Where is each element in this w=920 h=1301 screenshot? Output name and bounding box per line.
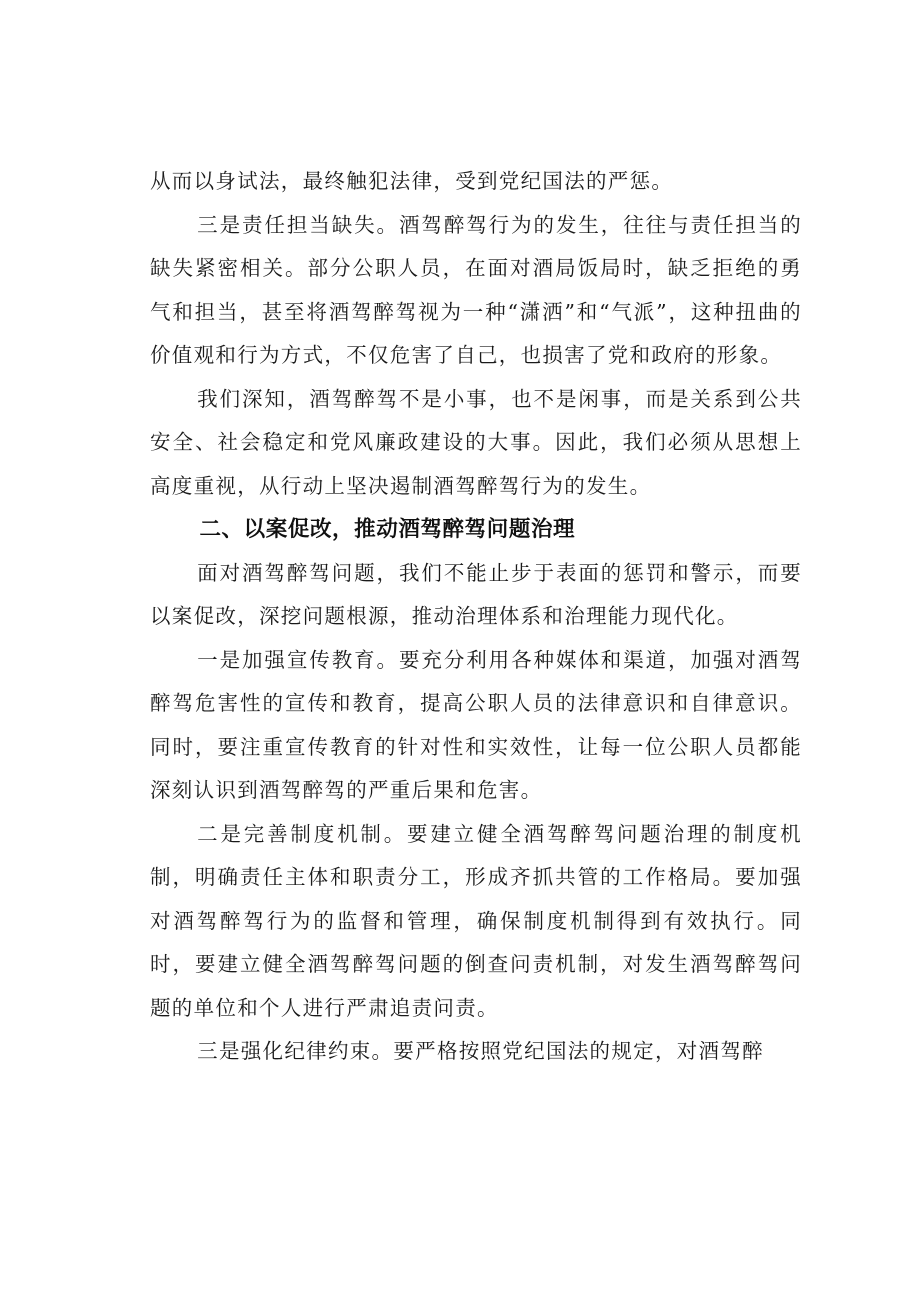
- document-body: [150, 160, 802, 1074]
- paragraph-3: 我们深知，酒驾醉驾不是小事，也不是闲事，而是关系到公共安全、社会稳定和党风廉政建设的大事。因此，我们必须从思想上高度重视，从行动上坚决遏制酒驾醉驾行为的发生。: [150, 386, 802, 498]
- section-heading: 二、以案促改，推动酒驾醉驾问题治理: [199, 517, 576, 542]
- paragraph-5: 一是加强宣传教育。要充分利用各种媒体和渠道，加强对酒驾醉驾危害性的宣传和教育，提高公职人员的法律意识和自律意识。同时，要注重宣传教育的针对性和实效性，让每一位公职人员都能深刻认识到酒驾醉驾的严重后果和危害。: [150, 647, 802, 802]
- paragraph-7: 三是强化纪律约束。要严格按照党纪国法的规定，对酒驾醉: [197, 1039, 764, 1063]
- paragraph-4: 面对酒驾醉驾问题，我们不能止步于表面的惩罚和警示，而要以案促改，深挖问题根源，推动治理体系和治理能力现代化。: [150, 560, 802, 628]
- paragraph-2: 三是责任担当缺失。酒驾醉驾行为的发生，往往与责任担当的缺失紧密相关。部分公职人员，在面对酒局饭局时，缺乏拒绝的勇气和担当，甚至将酒驾醉驾视为一种“潇洒”和“气派”，这种扭曲的价值观和行为方式，不仅危害了自己，也损害了党和政府的形象。: [150, 212, 802, 367]
- paragraph-1: 从而以身试法，最终触犯法律，受到党纪国法的严惩。: [150, 169, 674, 193]
- paragraph-6: 二是完善制度机制。要建立健全酒驾醉驾问题治理的制度机制，明确责任主体和职责分工，形成齐抓共管的工作格局。要加强对酒驾醉驾行为的监督和管理，确保制度机制得到有效执行。同时，要建立健全酒驾醉驾问题的倒查问责机制，对发生酒驾醉驾问题的单位和个人进行严肃追责问责。: [150, 821, 802, 1020]
